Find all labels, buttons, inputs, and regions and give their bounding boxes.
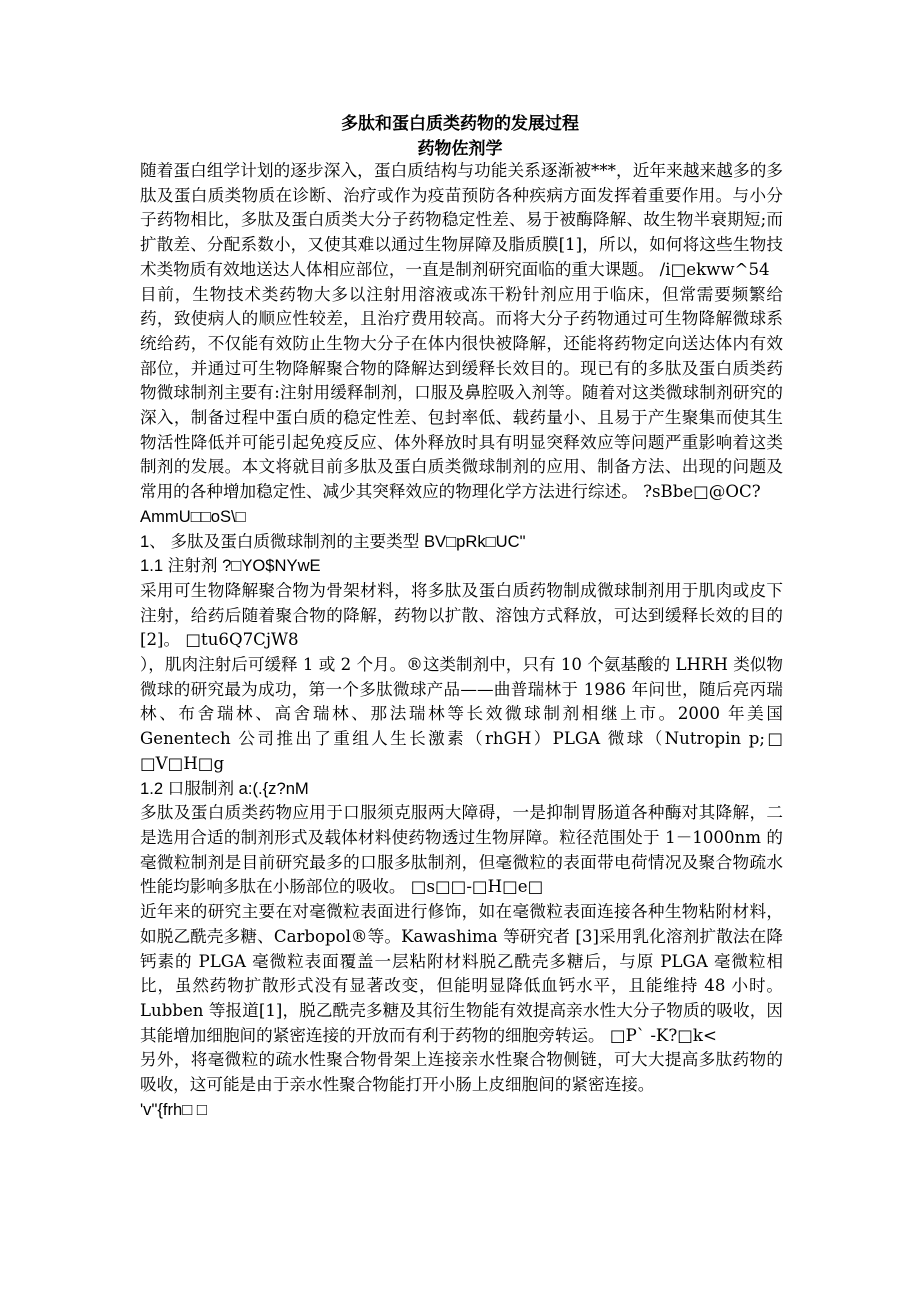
paragraph-hydrophilic-chains: 另外，将毫微粒的疏水性聚合物骨架上连接亲水性聚合物侧链，可大大提高多肽药物的吸收，这可能是由于亲水性聚合物能打开小肠上皮细胞间的紧密连接。: [140, 1050, 783, 1095]
section-heading-1: 1、 多肽及蛋白质微球制剂的主要类型 BV□pRk□UC": [140, 531, 526, 551]
document-body: [140, 159, 783, 1122]
section-heading-1-2: 1.2 口服制剂 a:(.{z?nM: [140, 778, 309, 798]
paragraph-oral: 多肽及蛋白质类药物应用于口服须克服两大障碍，一是抑制胃肠道各种酶对其降解，二是选用合适的制剂形式及载体材料使药物透过生物屏障。粒径范围处于 1－1000nm 的毫微粒制剂是目前研究最多的口服多肽制剂，但毫微粒的表面带电荷情况及聚合物疏水性能均影响多肽在小肠部位的吸收。 □s□□-□H□e□: [140, 803, 783, 897]
paragraph-garbled-end: 'v"{frh□ □: [140, 1099, 207, 1119]
document-subtitle: 药物佐剂学: [417, 139, 503, 159]
paragraph-current-status: 目前，生物技术类药物大多以注射用溶液或冻干粉针剂应用于临床，但常需要频繁给药，致使病人的顺应性较差，且治疗费用较高。而将大分子药物通过可生物降解微球系统给药，不仅能有效防止生物大分子在体内很快被降解，还能将药物定向送达体内有效部位，并通过可生物降解聚合物的降解达到缓释长效目的。现已有的多肽及蛋白质类药物微球制剂主要有:注射用缓释制剂，口服及鼻腔吸入剂等。随着对这类微球制剂研究的深入，制备过程中蛋白质的稳定性差、包封率低、载药量小、且易于产生聚集而使其生物活性降低并可能引起免疫反应、体外释放时具有明显突释效应等问题严重影响着这类制剂的发展。本文将就目前多肽及蛋白质类微球制剂的应用、制备方法、出现的问题及常用的各种增加稳定性、减少其突释效应的物理化学方法进行综述。 ?sBbe□@OC?: [140, 284, 783, 502]
document-title: 多肽和蛋白质类药物的发展过程: [341, 114, 579, 134]
paragraph-injection-products: ），肌肉注射后可缓释 1 或 2 个月。®这类制剂中，只有 10 个氨基酸的 LHRH 类似物微球的研究最为成功，第一个多肽微球产品——曲普瑞林于 1986 年问世，随后亮丙瑞林、布舍瑞林、高舍瑞林、那法瑞林等长效微球制剂相继上市。2000 年美国 Genentech 公司推出了重组人生长激素（rhGH）PLGA 微球（Nutropin p;□ □V□H□g: [140, 655, 783, 773]
section-heading-1-1: 1.1 注射剂 ?□YO$NYwE: [140, 556, 321, 576]
paragraph-surface-modification: 近年来的研究主要在对毫微粒表面进行修饰，如在毫微粒表面连接各种生物粘附材料，如脱乙酰壳多糖、Carbopol®等。Kawashima 等研究者 [3]采用乳化溶剂扩散法在降钙素的 PLGA 毫微粒表面覆盖一层粘附材料脱乙酰壳多糖后，与原 PLGA 毫微粒相比，虽然药物扩散形式没有显著改变，但能明显降低血钙水平，且能维持 48 小时。Lubben 等报道[1]，脱乙酰壳多糖及其衍生物能有效提高亲水性大分子物质的吸收，因其能增加细胞间的紧密连接的开放而有利于药物的细胞旁转运。 □P` -K?□k<: [140, 902, 783, 1045]
paragraph-garbled-line: AmmU□□oS\□: [140, 506, 246, 526]
paragraph-intro: 随着蛋白组学计划的逐步深入，蛋白质结构与功能关系逐渐被***，近年来越来越多的多肽及蛋白质类物质在诊断、治疗或作为疫苗预防各种疾病方面发挥着重要作用。与小分子药物相比，多肽及蛋白质类大分子药物稳定性差、易于被酶降解、故生物半衰期短;而扩散差、分配系数小，又使其难以通过生物屏障及脂质膜[1]，所以，如何将这些生物技术类物质有效地送达人体相应部位，一直是制剂研究面临的重大课题。 /i□ekww^54: [140, 161, 783, 279]
paragraph-injection: 采用可生物降解聚合物为骨架材料，将多肽及蛋白质药物制成微球制剂用于肌肉或皮下注射，给药后随着聚合物的降解，药物以扩散、溶蚀方式释放，可达到缓释长效的目的[2]。 □tu6Q7CjW8: [140, 580, 783, 650]
